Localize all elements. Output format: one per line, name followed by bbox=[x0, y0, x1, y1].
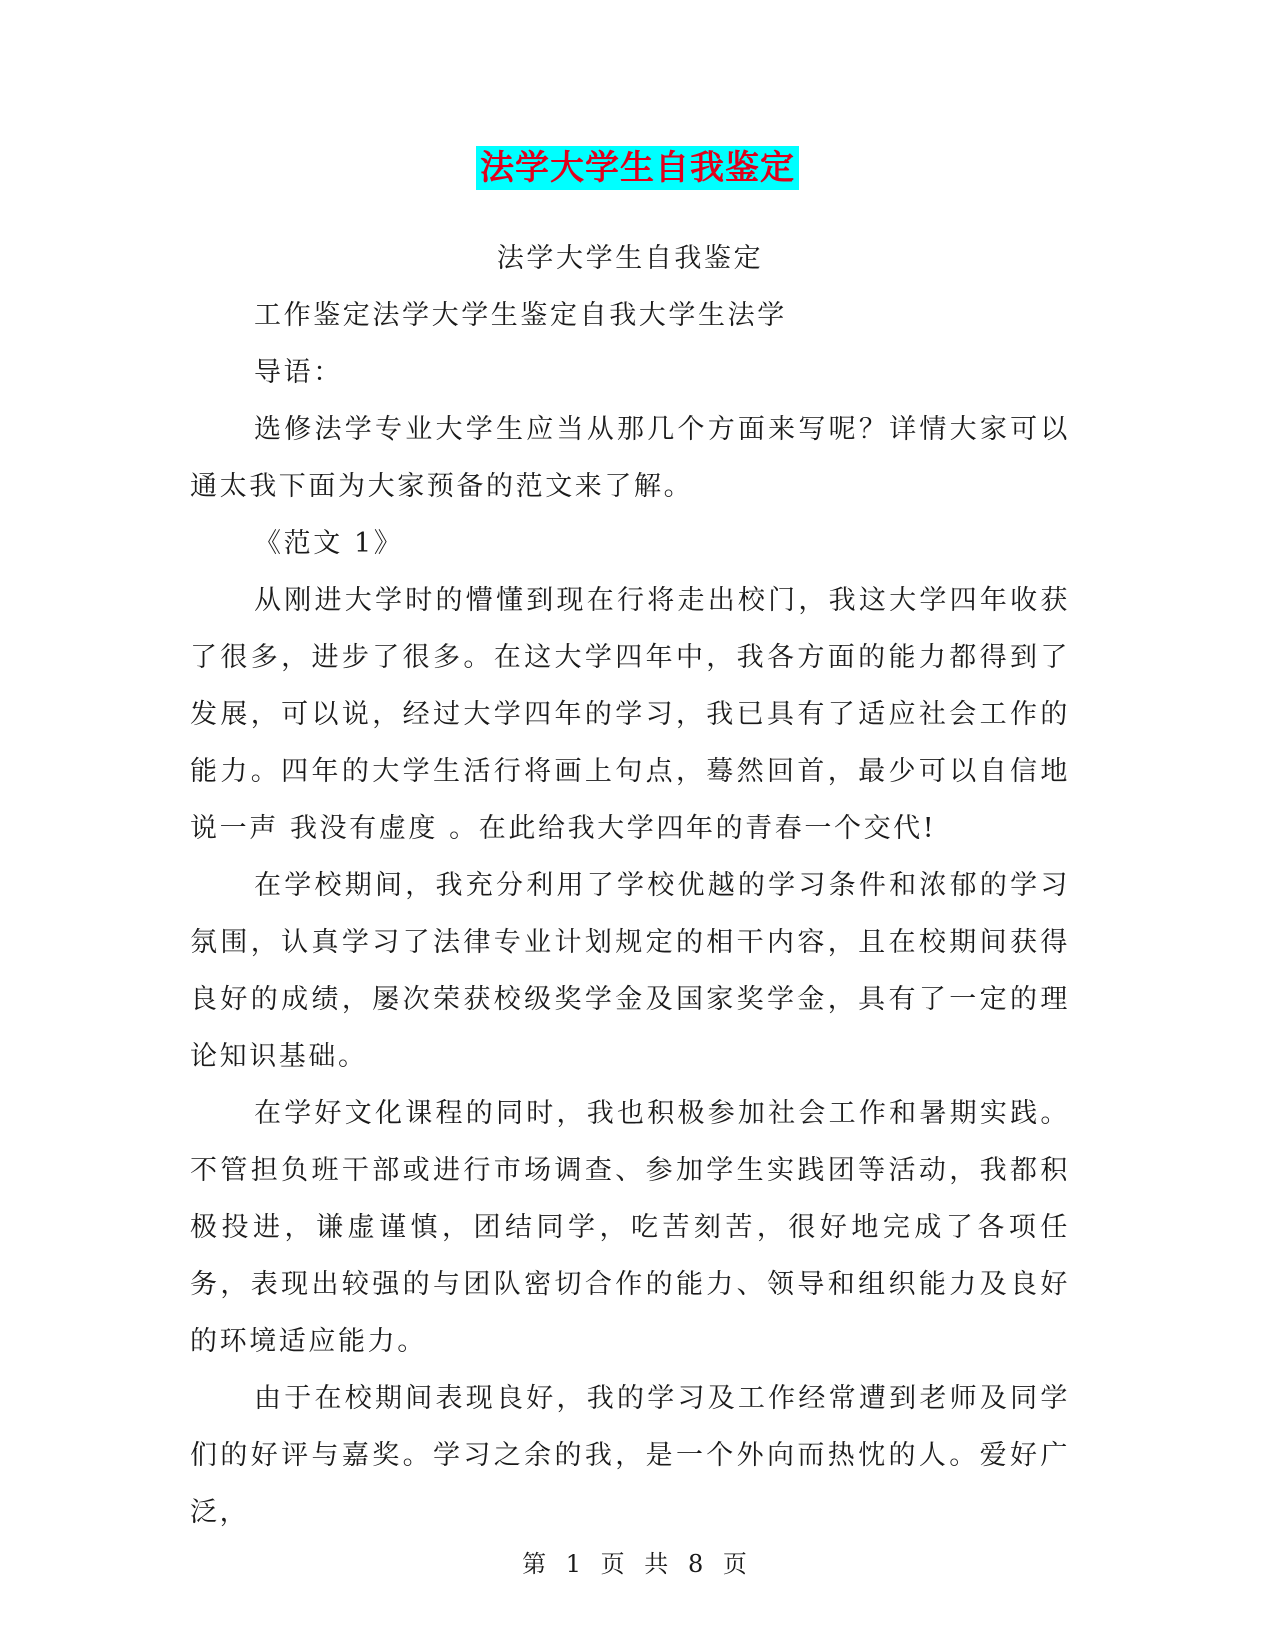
body-paragraph: 由于在校期间表现良好，我的学习及工作经常遭到老师及同学们的好评与嘉奖。学习之余的我，是一个外向而热忱的人。爱好广泛， bbox=[190, 1383, 1070, 1528]
document-title: 法学大学生自我鉴定 bbox=[476, 146, 799, 190]
sample-heading: 《范文 1》 bbox=[254, 528, 404, 559]
document-subtitle: 法学大学生自我鉴定 bbox=[496, 243, 764, 274]
page-number: 第 1 页 共 8 页 bbox=[522, 1550, 753, 1578]
intro-paragraph: 选修法学专业大学生应当从那几个方面来写呢？详情大家可以通太我下面为大家预备的范文来了解。 bbox=[190, 414, 1070, 502]
body-paragraph: 在学校期间，我充分利用了学校优越的学习条件和浓郁的学习氛围，认真学习了法律专业计划规定的相干内容，且在校期间获得良好的成绩，屡次荣获校级奖学金及国家奖学金，具有了一定的理论知识基础。 bbox=[190, 870, 1070, 1072]
body-paragraph: 从刚进大学时的懵懂到现在行将走出校门，我这大学四年收获了很多，进步了很多。在这大学四年中，我各方面的能力都得到了发展，可以说，经过大学四年的学习，我已具有了适应社会工作的能力。四年的大学生活行将画上句点，蓦然回首，最少可以自信地说一声 我没有虚度 。在此给我大学四年的青春一个交代! bbox=[190, 585, 1070, 844]
keywords-line: 工作鉴定法学大学生鉴定自我大学生法学 bbox=[254, 300, 787, 331]
document-body bbox=[190, 230, 1070, 1541]
title-block bbox=[0, 146, 1275, 190]
body-paragraph: 在学好文化课程的同时，我也积极参加社会工作和暑期实践。不管担负班干部或进行市场调查、参加学生实践团等活动，我都积极投进，谦虚谨慎，团结同学，吃苦刻苦，很好地完成了各项任务，表现出较强的与团队密切合作的能力、领导和组织能力及良好的环境适应能力。 bbox=[190, 1098, 1070, 1357]
intro-label: 导语： bbox=[254, 357, 343, 388]
